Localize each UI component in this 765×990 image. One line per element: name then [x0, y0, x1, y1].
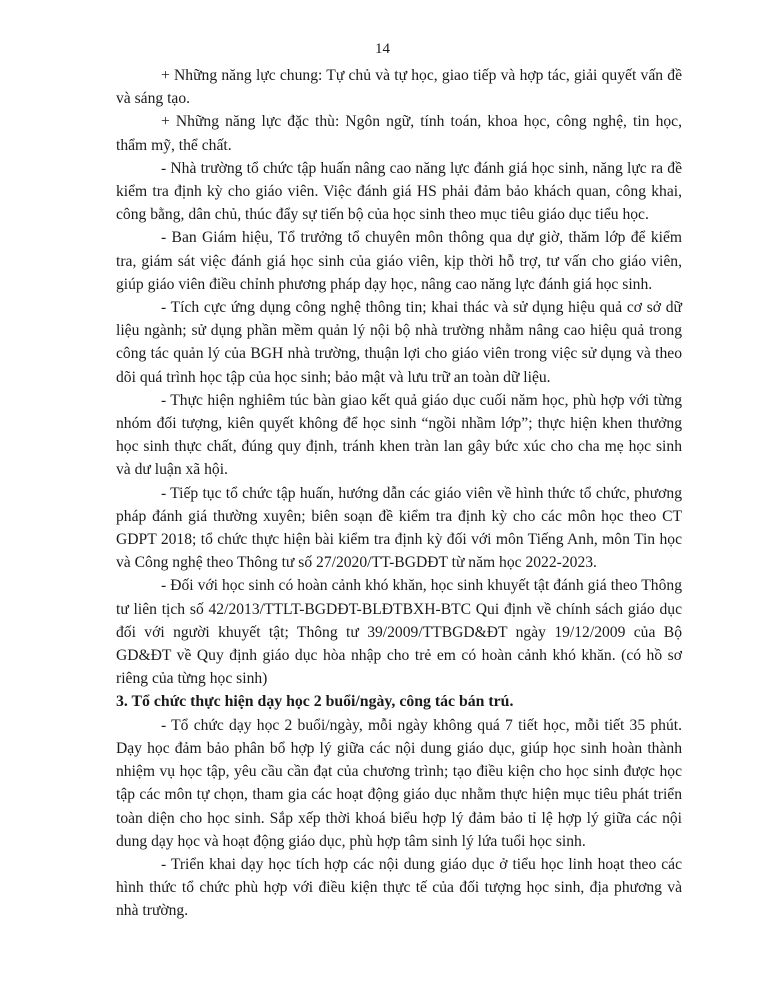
paragraph-continued-training: - Tiếp tục tổ chức tập huấn, hướng dẫn các giáo viên về hình thức tổ chức, phương pháp đánh giá thường xuyên; biên soạn đề kiểm tra định kỳ cho các môn học theo CT GDPT 2018; tổ chức thực hiện bài kiểm tra định kỳ đối với môn Tiếng Anh, môn Tin học và Công nghệ theo Thông tư số 27/2020/TT-BGDĐT từ năm học 2022-2023. [116, 484, 682, 572]
paragraph-specific-competencies: + Những năng lực đặc thù: Ngôn ngữ, tính toán, khoa học, công nghệ, tin học, thẩm mỹ, thể chất. [116, 113, 682, 154]
paragraph-two-sessions: - Tổ chức dạy học 2 buổi/ngày, mỗi ngày không quá 7 tiết học, mỗi tiết 35 phút. Dạy học đảm bảo phân bổ hợp lý giữa các nội dung giáo dục, giúp học sinh hoàn thành nhiệm vụ học tập, yêu cầu cần đạt của chương trình; tạo điều kiện cho học sinh được học tập các môn tự chọn, tham gia các hoạt động giáo dục nhằm thực hiện mục tiêu phát triển toàn diện cho học sinh. Sắp xếp thời khoá biểu hợp lý đảm bảo tỉ lệ hợp lý giữa các nội dung dạy học và hoạt động giáo dục, phù hợp tâm sinh lý lứa tuổi học sinh. [116, 716, 682, 850]
paragraph-integrated-teaching: - Triển khai dạy học tích hợp các nội dung giáo dục ở tiểu học linh hoạt theo các hình thức tổ chức phù hợp với điều kiện thực tế của đối tượng học sinh, địa phương và nhà trường. [116, 855, 682, 920]
page-number: 14 [375, 41, 390, 57]
paragraph-assessment-training: - Nhà trường tổ chức tập huấn nâng cao năng lực đánh giá học sinh, năng lực ra đề kiểm tra định kỳ cho giáo viên. Việc đánh giá HS phải đảm bảo khách quan, công khai, công bằng, dân chủ, thúc đẩy sự tiến bộ của học sinh theo mục tiêu giáo dục tiểu học. [116, 159, 682, 224]
section-heading: 3. Tổ chức thực hiện dạy học 2 buổi/ngày, công tác bán trú. [116, 693, 514, 711]
paragraph-supervision: - Ban Giám hiệu, Tổ trưởng tổ chuyên môn thông qua dự giờ, thăm lớp để kiểm tra, giám sát việc đánh giá học sinh của giáo viên, kịp thời hỗ trợ, tư vấn cho giáo viên, giúp giáo viên điều chỉnh phương pháp dạy học, nâng cao năng lực đánh giá học sinh. [116, 229, 682, 293]
paragraph-results-handover: - Thực hiện nghiêm túc bàn giao kết quả giáo dục cuối năm học, phù hợp với từng nhóm đối tượng, kiên quyết không để học sinh “ngồi nhầm lớp”; thực hiện khen thưởng học sinh thực chất, đúng quy định, tránh khen tràn lan gây bức xúc cho cha mẹ học sinh và dư luận xã hội. [116, 391, 682, 479]
paragraph-general-competencies: + Những năng lực chung: Tự chủ và tự học, giao tiếp và hợp tác, giải quyết vấn đề và sáng tạo. [116, 67, 682, 108]
document-body [116, 64, 682, 923]
paragraph-it-application: - Tích cực ứng dụng công nghệ thông tin; khai thác và sử dụng hiệu quả cơ sở dữ liệu ngành; sử dụng phần mềm quản lý nội bộ nhà trường nhằm nâng cao hiệu quả trong công tác quản lý của BGH nhà trường, thuận lợi cho giáo viên trong việc sử dụng và theo dõi quá trình học tập của học sinh; bảo mật và lưu trữ an toàn dữ liệu. [116, 299, 682, 386]
paragraph-special-students: - Đối với học sinh có hoàn cảnh khó khăn, học sinh khuyết tật đánh giá theo Thông tư liên tịch số 42/2013/TTLT-BGDĐT-BLĐTBXH-BTC Qui định về chính sách giáo dục đối với người khuyết tật; Thông tư 39/2009/TTBGD&ĐT ngày 19/12/2009 của Bộ GD&ĐT về Quy định giáo dục hòa nhập cho trẻ em có hoàn cảnh khó khăn. (có hồ sơ riêng của từng học sinh) [116, 577, 682, 688]
